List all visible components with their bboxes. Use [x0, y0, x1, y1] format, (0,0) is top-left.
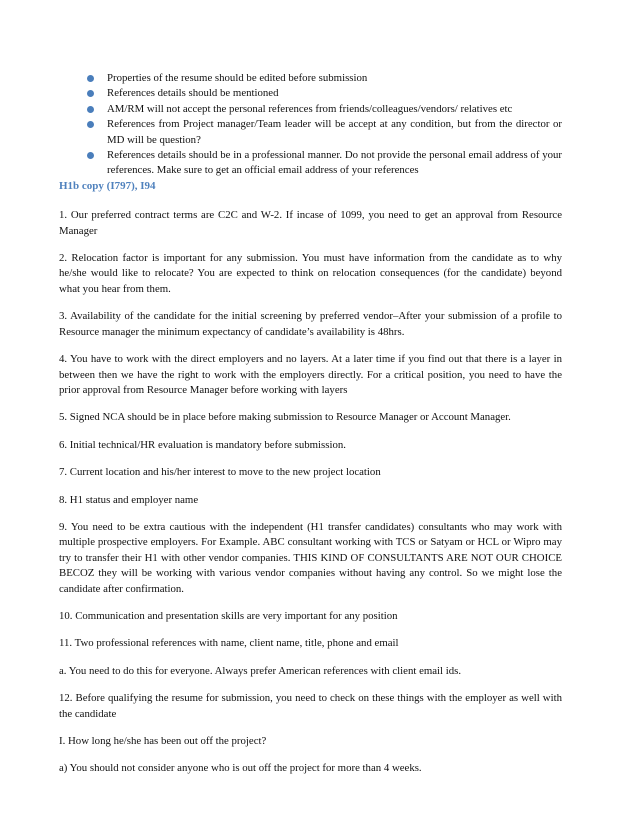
bullet-item: [82, 117, 562, 148]
paragraph: 8. H1 status and employer name: [59, 493, 199, 506]
paragraph: 12. Before qualifying the resume for submission, you need to check on these things with the employer as well with the candidate: [59, 692, 562, 720]
bullet-text: AM/RM will not accept the personal references from friends/colleagues/vendors/ relatives etc: [107, 102, 513, 115]
bullet-dot-icon: [87, 75, 94, 82]
bullet-text: Properties of the resume should be edited before submission: [107, 72, 368, 84]
paragraph: 2. Relocation factor is important for any submission. You must have information from the candidate as to why he/she would like to relocate? You are expected to think on relocation consequences (for the candidate) beyond what you hear from them.: [59, 252, 562, 295]
bullet-dot-icon: [87, 106, 94, 113]
bullet-text: References details should be mentioned: [107, 87, 279, 100]
bullet-item: [82, 148, 562, 179]
bullet-item: [82, 102, 562, 117]
paragraph: 5. Signed NCA should be in place before making submission to Resource Manager or Account Manager.: [59, 411, 511, 424]
paragraph-list: [59, 208, 562, 777]
paragraph: 11. Two professional references with name, client name, title, phone and email: [59, 637, 399, 650]
bullet-dot-icon: [87, 121, 94, 128]
bullet-dot-icon: [87, 152, 94, 159]
bullet-list: [82, 71, 562, 179]
bullet-item: [82, 86, 562, 101]
bullet-dot-icon: [87, 90, 94, 97]
paragraph: 9. You need to be extra cautious with the independent (H1 transfer candidates) consultants who may work with multiple prospective employers. For Example. ABC consultant working with TCS or Satyam or HCL or Wipro may try to transfer their H1 with other vendor companies. THIS KIND OF CONSULTANTS ARE NOT OUR CHOICE BECOZ they will be working with various vendor companies without having any control. So we might lose the candidate after confirmation.: [59, 520, 562, 595]
paragraph: a) You should not consider anyone who is out off the project for more than 4 weeks.: [59, 762, 422, 775]
bullet-item: [82, 71, 562, 86]
paragraph: a. You need to do this for everyone. Always prefer American references with client email ids.: [59, 664, 462, 677]
paragraph: 4. You have to work with the direct employers and no layers. At a later time if you find out that there is a layer in between then we have the right to work with the employers directly. For a critical position, you need to have the prior approval from Resource Manager before working with layers: [59, 353, 562, 396]
bullet-text: References from Project manager/Team leader will be accept at any condition, but from the director or MD will be question?: [107, 118, 562, 146]
bullet-text: References details should be in a professional manner. Do not provide the personal email address of your references. Make sure to get an official email address of your references: [107, 149, 562, 177]
section-heading: H1b copy (I797), I94: [59, 179, 156, 192]
paragraph: 3. Availability of the candidate for the initial screening by preferred vendor–After your submission of a profile to Resource manager the minimum expectancy of candidate’s availability is 48hrs.: [59, 310, 562, 338]
paragraph: I. How long he/she has been out off the project?: [59, 735, 267, 747]
paragraph: 1. Our preferred contract terms are C2C and W-2. If incase of 1099, you need to get an approval from Resource Manager: [59, 209, 562, 237]
paragraph: 6. Initial technical/HR evaluation is mandatory before submission.: [59, 438, 346, 451]
paragraph: 10. Communication and presentation skills are very important for any position: [59, 609, 398, 622]
paragraph: 7. Current location and his/her interest to move to the new project location: [59, 466, 381, 479]
